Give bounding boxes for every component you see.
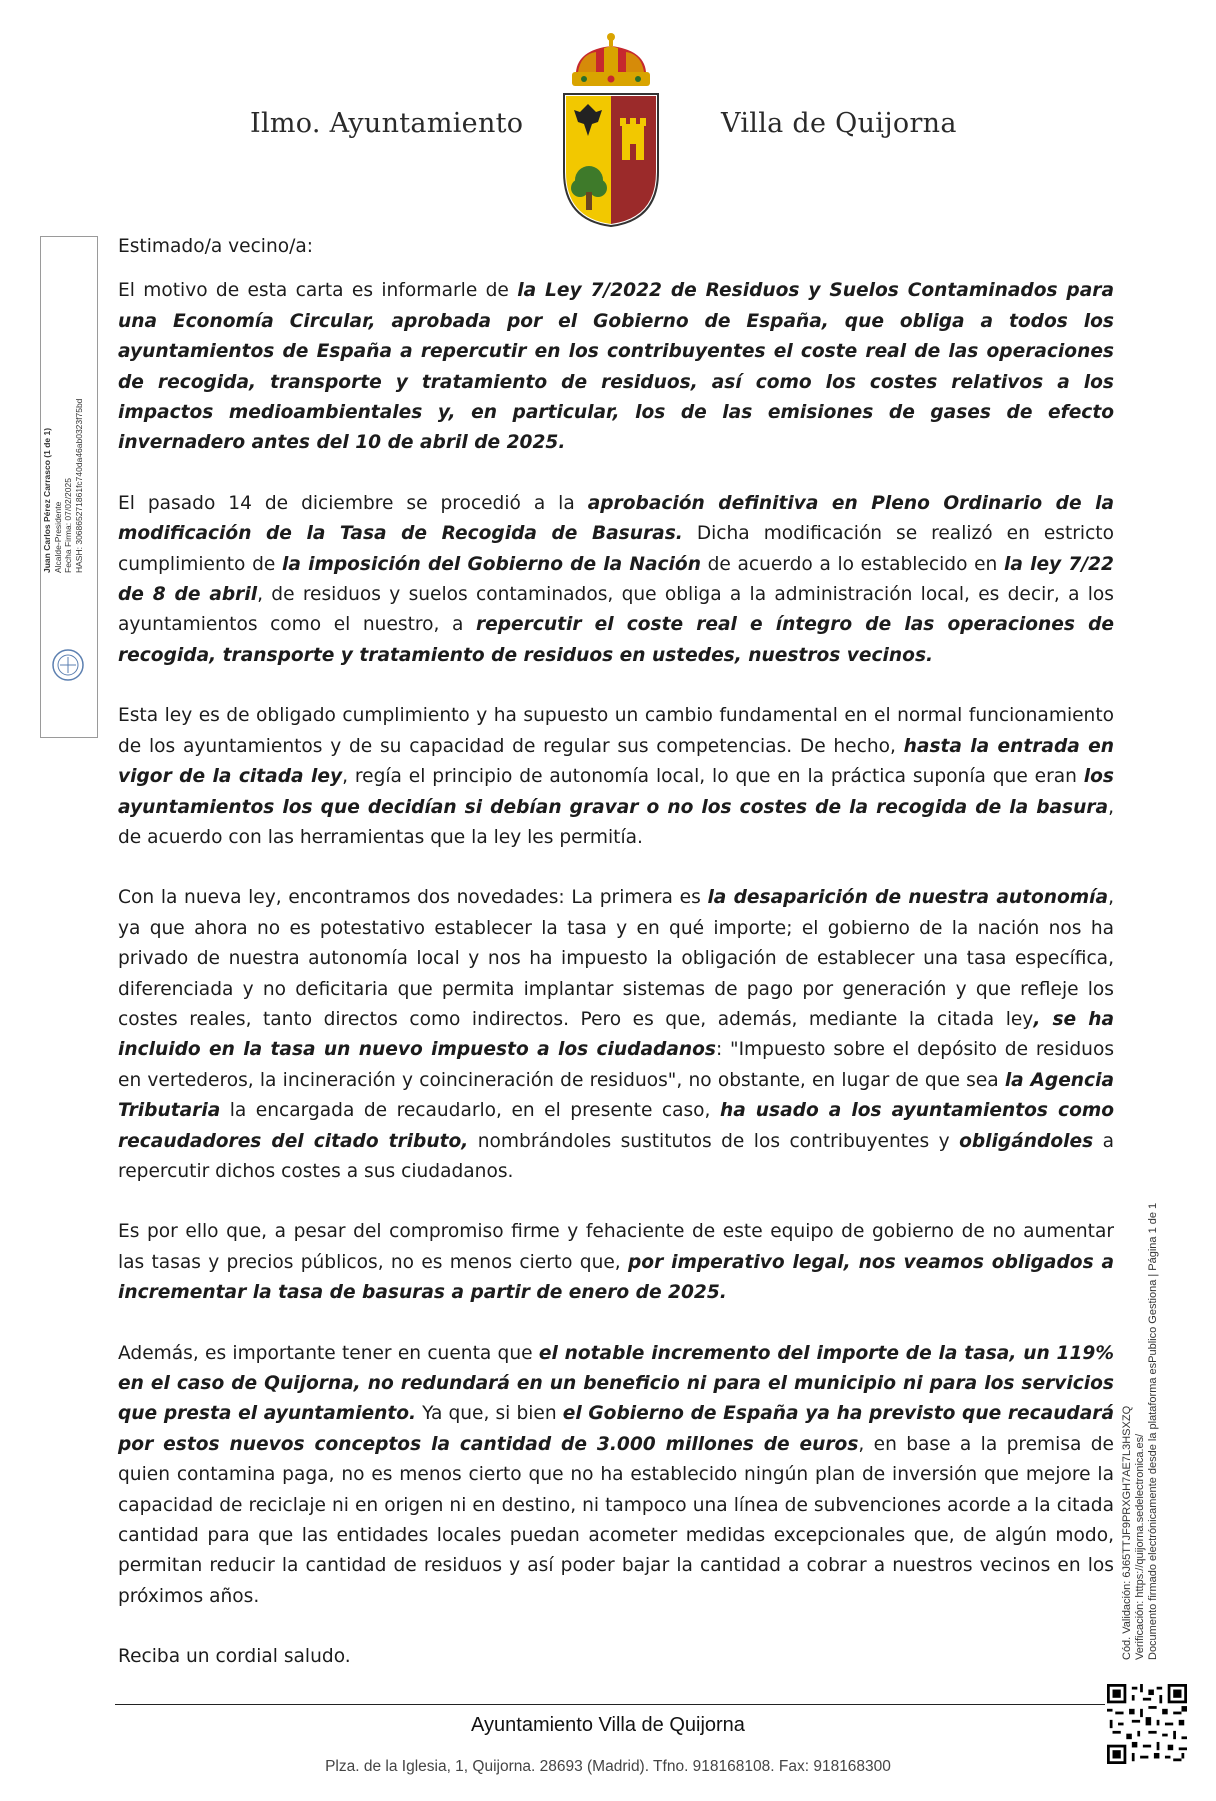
qr-code-icon (1107, 1684, 1187, 1764)
paragraph-3: Esta ley es de obligado cumplimiento y ha supuesto un cambio fundamental en el normal funcionamiento de los ayuntamientos y de su capacidad de regular sus competencias. De hecho, hasta la entrada en vigor de la citada ley, regía el principio de autonomía local, lo que en la práctica suponía que eran los ayuntamientos los que decidían si debían gravar o no los costes de la recogida de la basura, de acuerdo con las herramientas que la ley les permitía. (118, 705, 1114, 848)
seal-icon (50, 647, 86, 683)
coat-of-arms-icon (556, 32, 666, 232)
footer-title: Ayuntamiento Villa de Quijorna (471, 1714, 745, 1736)
verification-code: Cód. Validación: 6J65TTJF9PRXGH7AE7L3HSXZQ (1121, 1405, 1133, 1660)
verification-note: Documento firmado electrónicamente desde la plataforma esPublico Gestiona | Página 1 de 1 (1147, 1202, 1159, 1660)
paragraph-2: El pasado 14 de diciembre se procedió a la aprobación definitiva en Pleno Ordinario de la modificación de la Tasa de Recogida de Basuras. Dicha modificación se realizó en estricto cumplimiento de la imposición del Gobierno de la Nación de acuerdo a lo establecido en la ley 7/22 de 8 de abril, de residuos y suelos contaminados, que obliga a la administración local, es decir, a los ayuntamientos como el nuestro, a repercutir el coste real e íntegro de las operaciones de recogida, transporte y tratamiento de residuos en ustedes, nuestros vecinos. (118, 492, 1115, 666)
signature-date: Fecha Firma: 07/02/2025 (63, 478, 73, 573)
verification-text (1121, 1040, 1160, 1660)
letter-body (118, 232, 1114, 1703)
paragraph-4: Con la nueva ley, encontramos dos novedades: La primera es la desaparición de nuestra autonomía, ya que ahora no es potestativo establecer la tasa y en qué importe; el gobierno de la nación nos ha privado de nuestra autonomía local y nos ha impuesto la obligación de establecer una tasa específica, diferenciada y no deficitaria que permita implantar sistemas de pago por generación y que refleje los costes reales, tanto directos como indirectos. Pero es que, además, mediante la citada ley, se ha incluido en la tasa un nuevo impuesto a los ciudadanos: "Impuesto sobre el depósito de residuos en vertederos, la incineración y coincineración de residuos", no obstante, en lugar de que sea la Agencia Tributaria la encargada de recaudarlo, en el presente caso, ha usado a los ayuntamientos como recaudadores del citado tributo, nombrándoles sustitutos de los contribuyentes y obligándoles a repercutir dichos costes a sus ciudadanos. (118, 887, 1115, 1182)
closing: Reciba un cordial saludo. (118, 1646, 351, 1668)
greeting: Estimado/a vecino/a: (118, 236, 314, 257)
header-left-title: Ilmo. Ayuntamiento (250, 108, 524, 139)
signature-text (42, 73, 98, 577)
paragraph-5: Es por ello que, a pesar del compromiso firme y fehaciente de este equipo de gobierno de no aumentar las tasas y precios públicos, no es menos cierto que, por imperativo legal, nos veamos obligados a incrementar la tasa de basuras a partir de enero de 2025. (118, 1221, 1115, 1304)
signature-hash: HASH: 306865271861fc740da46ab0323f75bd (73, 398, 84, 573)
signature-name: Juan Carlos Pérez Carrasco (1 de 1) (42, 427, 52, 573)
header-right-title: Villa de Quijorna (721, 108, 957, 139)
verification-url: Verificación: https://quijorna.sedelectronica.es/ (1134, 1433, 1146, 1660)
letterhead (0, 30, 1216, 230)
signature-role: Alcalde-Presidente (52, 501, 63, 573)
paragraph-6: Además, es importante tener en cuenta que el notable incremento del importe de la tasa, un 119% en el caso de Quijorna, no redundará en un beneficio ni para el municipio ni para los servicios que presta el ayuntamiento. Ya que, si bien el Gobierno de España ya ha previsto que recaudará por estos nuevos conceptos la cantidad de 3.000 millones de euros, en base a la premisa de quien contamina paga, no es menos cierto que no ha establecido ningún plan de inversión que mejore la capacidad de reciclaje ni en origen ni en destino, ni tampoco una línea de subvenciones acorde a la citada cantidad para que las entidades locales puedan acometer medidas excepcionales que, de algún modo, permitan reducir la cantidad de residuos y así poder bajar la cantidad a cobrar a nuestros vecinos en los próximos años. (118, 1342, 1115, 1607)
paragraph-1: El motivo de esta carta es informarle de la Ley 7/2022 de Residuos y Suelos Contaminados para una Economía Circular, aprobada por el Gobierno de España, que obliga a todos los ayuntamientos de España a repercutir en los contribuyentes el coste real de las operaciones de recogida, transporte y tratamiento de residuos, así como los costes relativos a los impactos medioambientales y, en particular, los de las emisiones de gases de efecto invernadero antes del 10 de abril de 2025. (118, 280, 1114, 454)
footer-address: Plza. de la Iglesia, 1, Quijorna. 28693 (Madrid). Tfno. 918168108. Fax: 918168300 (325, 1758, 891, 1775)
signature-box (40, 236, 98, 738)
footer-divider (115, 1704, 1105, 1705)
